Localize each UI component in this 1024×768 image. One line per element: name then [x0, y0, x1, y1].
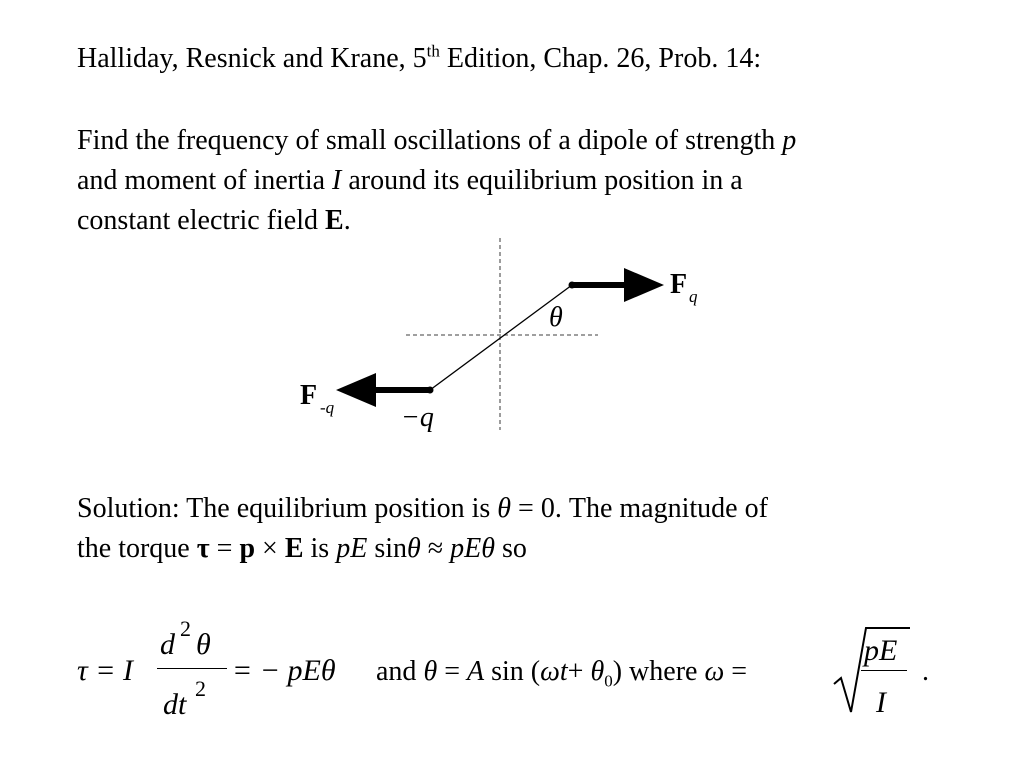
sin-function: sin (	[484, 656, 541, 687]
reference-text-suffix: Edition, Chap. 26, Prob. 14:	[439, 43, 762, 74]
var-pE: pE	[336, 533, 368, 564]
equals-sign: =	[724, 656, 748, 687]
force-pos-label: F	[670, 269, 688, 300]
and-word: and	[376, 656, 424, 687]
approx-sign: ≈	[420, 533, 451, 564]
ordinal-superscript: th	[426, 41, 440, 61]
var-p: p	[782, 125, 797, 156]
solution-text: Solution: The equilibrium position is	[77, 493, 498, 524]
var-theta: θ	[497, 493, 512, 524]
var-A: A	[467, 656, 485, 687]
dipole-line	[430, 285, 572, 390]
fraction-bar	[157, 668, 227, 669]
var-omega-t: ωt	[540, 656, 568, 687]
eq-lhs: τ = I	[77, 654, 133, 687]
force-pos-subscript: q	[689, 287, 698, 306]
sin-function: sin	[367, 533, 407, 564]
eq-denominator-dt: dt	[163, 688, 187, 721]
equals-sign: =	[209, 533, 240, 564]
var-E-bold: E	[325, 205, 344, 236]
eq-numerator-d: d	[160, 628, 175, 661]
solution-text: is	[303, 533, 337, 564]
solution-line-1	[77, 492, 768, 526]
var-p-bold: p	[239, 533, 256, 564]
var-theta: θ	[423, 656, 438, 687]
sqrt-denominator: I	[876, 686, 886, 719]
var-E-bold: E	[284, 533, 304, 564]
problem-text: constant electric field	[77, 205, 325, 236]
var-pE-theta: pEθ	[450, 533, 495, 564]
solution-text: so	[495, 533, 527, 564]
subscript-zero: 0	[604, 671, 613, 691]
problem-text: Find the frequency of small oscillations of a dipole of strength	[77, 125, 783, 156]
solution-line-2	[77, 532, 527, 566]
solution-text: the torque	[77, 533, 197, 564]
problem-text: .	[343, 205, 351, 236]
eq-period: .	[922, 656, 929, 687]
force-neg-label: F	[300, 380, 318, 411]
eq-numerator-exp: 2	[180, 616, 191, 641]
negative-charge-label: −q	[401, 402, 434, 433]
var-omega: ω	[704, 656, 725, 687]
cross-sign: ×	[255, 533, 285, 564]
force-pos-arrowhead	[624, 268, 664, 302]
eq-numerator-theta: θ	[196, 628, 211, 661]
var-I: I	[332, 165, 342, 196]
plus-sign: +	[567, 656, 591, 687]
eq-second-part	[376, 655, 747, 689]
equals-sign: =	[437, 656, 467, 687]
eq-denominator-exp: 2	[195, 676, 206, 701]
eq-rhs: = − pEθ	[232, 654, 336, 687]
force-neg-subscript: -q	[320, 398, 335, 417]
var-tau-bold: τ	[196, 533, 210, 564]
sqrt-numerator: pE	[864, 634, 898, 667]
problem-text: and moment of inertia	[77, 165, 333, 196]
sqrt-fraction-bar	[861, 670, 907, 671]
force-neg-arrowhead	[336, 373, 376, 407]
reference-text: Halliday, Resnick and Krane, 5	[77, 43, 427, 74]
var-theta: θ	[407, 533, 421, 564]
var-theta0: θ	[590, 656, 605, 687]
problem-text: around its equilibrium position in a	[341, 165, 743, 196]
where-word: ) where	[612, 656, 705, 687]
solution-text: = 0. The magnitude of	[511, 493, 768, 524]
angle-label: θ	[549, 302, 563, 333]
